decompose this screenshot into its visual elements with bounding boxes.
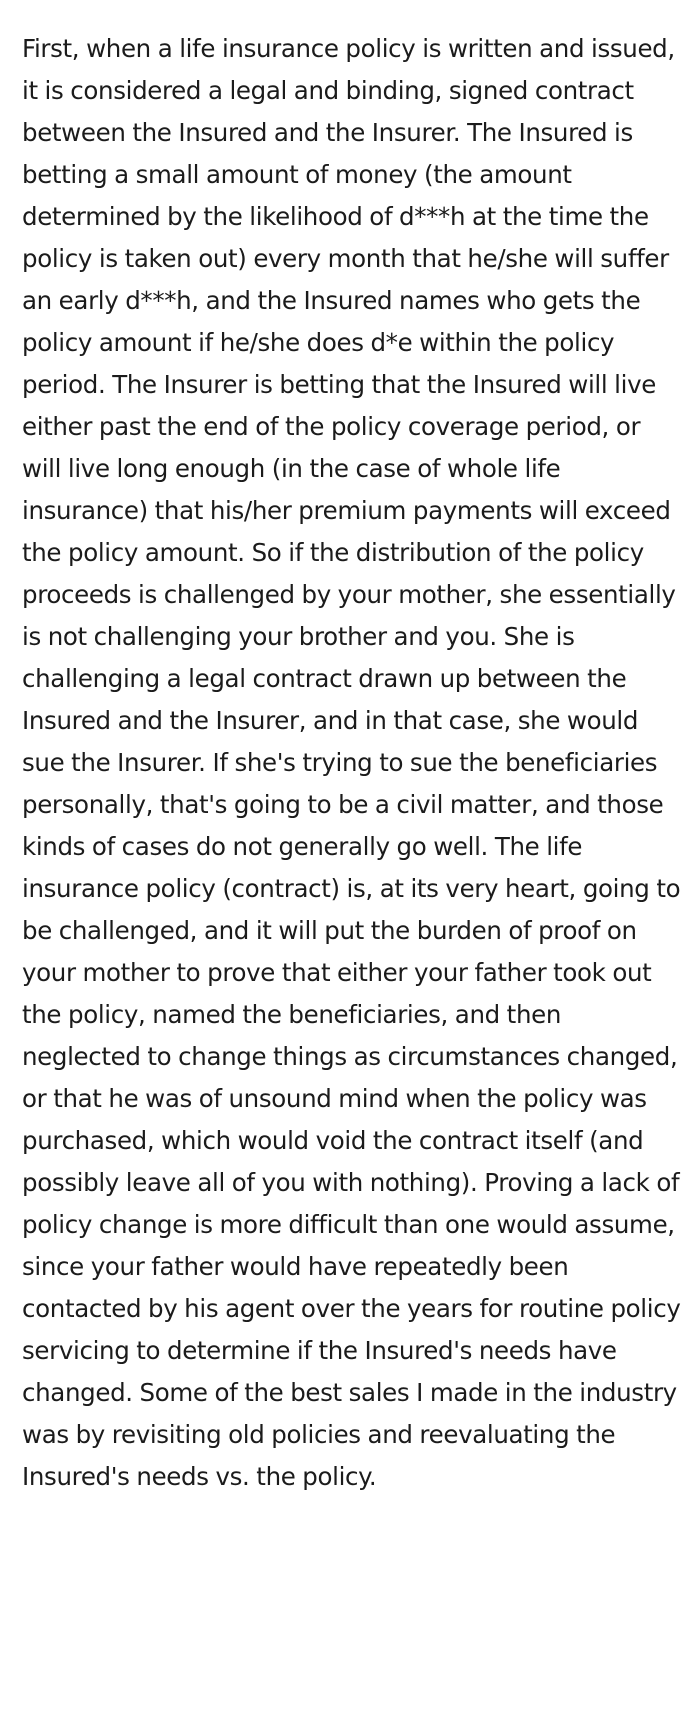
comment-body-text: First, when a life insurance policy is written and issued, it is considered a legal and binding, signed contract between the Insured and the Insurer. The Insured is betting a small amount of money (the amount determined by the likelihood of d***h at the time the policy is taken out) every month that he/she will suffer an early d***h, and the Insured names who gets the policy amount if he/she does d*e within the policy period. The Insurer is betting that the Insured will live either past the end of the policy coverage period, or will live long enough (in the case of whole life insurance) that his/her premium payments will exceed the policy amount. So if the distribution of the policy proceeds is challenged by your mother, she essentially is not challenging your brother and you. She is challenging a legal contract drawn up between the Insured and the Insurer, and in that case, she would sue the Insurer. If she's trying to sue the beneficiaries personally, that's going to be a civil matter, and those kinds of cases do not generally go well. The life insurance policy (contract) is, at its very heart, going to be challenged, and it will put the burden of proof on your mother to prove that either your father took out the policy, named the beneficiaries, and then neglected to change things as circumstances changed, or that he was of unsound mind when the policy was purchased, which would void the contract itself (and possibly leave all of you with nothing). Proving a lack of policy change is more difficult than one would assume, since your father would have repeatedly been contacted by his agent over the years for routine policy servicing to determine if the Insured's needs have changed. Some of the best sales I made in the industry was by revisiting old policies and reevaluating the Insured's needs vs. the policy. bbox=[22, 34, 681, 1491]
